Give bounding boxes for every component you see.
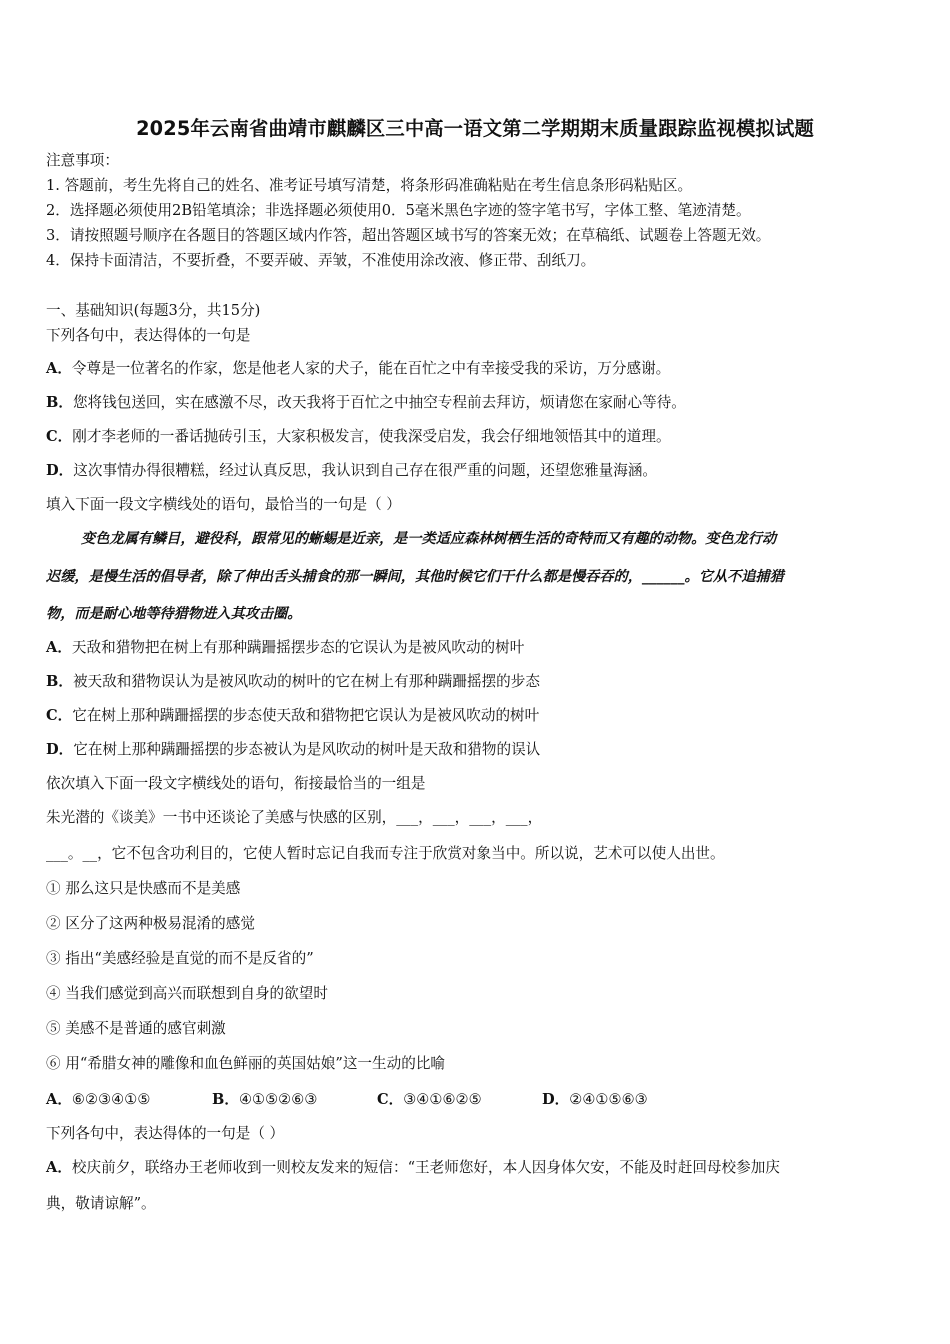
option-label: D． (46, 462, 74, 479)
passage-line: 变色龙属有鳞目，避役科，跟常见的蜥蜴是近亲，是一类适应森林树栖生活的奇特而又有趣的动物。变色龙行动 (81, 531, 777, 547)
option-c (46, 706, 539, 726)
option-b (46, 393, 686, 413)
section-heading: 一、基础知识(每题3分，共15分) (46, 302, 261, 319)
option-row (46, 1090, 648, 1110)
option-d (46, 461, 657, 481)
page-title: 2025年云南省曲靖市麒麟区三中高一语文第二学期期末质量跟踪监视模拟试题 (136, 117, 814, 140)
notice-item: 2．选择题必须使用2B铅笔填涂；非选择题必须使用0．5毫米黑色字迹的签字笔书写，字体工整、笔迹清楚。 (46, 202, 751, 219)
option-c (377, 1090, 542, 1110)
list-item: ③ 指出“美感经验是直觉的而不是反省的” (46, 950, 314, 967)
list-item: ① 那么这只是快感而不是美感 (46, 880, 241, 897)
option-text: 刚才李老师的一番话抛砖引玉，大家积极发言，使我深受启发，我会仔细地领悟其中的道理。 (72, 428, 671, 445)
option-label: C． (46, 707, 73, 724)
option-text: 您将钱包送回，实在感激不尽，改天我将于百忙之中抽空专程前去拜访，烦请您在家耐心等待。 (72, 394, 686, 411)
option-text: 令尊是一位著名的作家，您是他老人家的犬子，能在百忙之中有幸接受我的采访，万分感谢。 (71, 360, 671, 377)
option-text: ③④①⑥②⑤ (403, 1091, 482, 1108)
option-text: ②④①⑤⑥③ (569, 1091, 648, 1108)
question-stem: 填入下面一段文字横线处的语句，最恰当的一句是（ ） (46, 496, 401, 513)
option-label: C． (377, 1091, 404, 1108)
option-a (46, 1090, 212, 1110)
option-label: B． (212, 1091, 239, 1108)
notice-item: 1. 答题前，考生先将自己的姓名、准考证号填写清楚，将条形码准确粘贴在考生信息条形码粘贴区。 (46, 177, 693, 194)
option-label: D． (542, 1091, 570, 1108)
option-c (46, 427, 671, 447)
option-a (46, 638, 524, 658)
option-text: 天敌和猎物把在树上有那种蹒跚摇摆步态的它误认为是被风吹动的树叶 (71, 639, 525, 656)
list-item: ② 区分了这两种极易混淆的感觉 (46, 915, 255, 932)
option-label: B． (46, 673, 73, 690)
option-text: ④①⑤②⑥③ (238, 1091, 318, 1108)
passage-line: 迟缓，是慢生活的倡导者，除了伸出舌头捕食的那一瞬间，其他时候它们干什么都是慢吞吞的，______。它从不追捕猎 (46, 569, 784, 585)
question-stem: 下列各句中，表达得体的一句是 (46, 327, 251, 344)
option-b (212, 1090, 377, 1110)
option-label: C． (46, 428, 73, 445)
option-text: 它在树上那种蹒跚摇摆的步态使天敌和猎物把它误认为是被风吹动的树叶 (72, 707, 540, 724)
option-label: D． (46, 741, 74, 758)
notice-item: 4．保持卡面清洁，不要折叠，不要弄破、弄皱，不准使用涂改液、修正带、刮纸刀。 (46, 252, 596, 269)
option-text: 这次事情办得很糟糕，经过认真反思，我认识到自己存在很严重的问题，还望您雅量海涵。 (73, 462, 658, 479)
notice-heading: 注意事项： (46, 152, 119, 169)
question-stem: 依次填入下面一段文字横线处的语句，衔接最恰当的一组是 (46, 775, 426, 792)
passage-line: 朱光潜的《谈美》一书中还谈论了美感与快感的区别，___，___，___，___， (46, 809, 543, 826)
list-item: ④ 当我们感觉到高兴而联想到自身的欲望时 (46, 985, 328, 1002)
option-text: ⑥②③④①⑤ (71, 1091, 151, 1108)
option-d (542, 1090, 648, 1110)
option-text: 校庆前夕，联络办王老师收到一则校友发来的短信：“王老师您好，本人因身体欠安，不能及时赶回母校参加庆 (71, 1159, 780, 1176)
option-label: B． (46, 394, 73, 411)
option-label: A． (46, 639, 72, 656)
option-label: A． (46, 1159, 72, 1176)
passage-line: ___。__，它不包含功利目的，它使人暂时忘记自我而专注于欣赏对象当中。所以说，艺术可以使人出世。 (46, 845, 725, 862)
notice-item: 3．请按照题号顺序在各题目的答题区域内作答，超出答题区域书写的答案无效；在草稿纸、试题卷上答题无效。 (46, 227, 771, 244)
question-stem: 下列各句中，表达得体的一句是（ ） (46, 1125, 285, 1142)
option-text-continued: 典，敬请谅解”。 (46, 1195, 156, 1212)
option-text: 被天敌和猎物误认为是被风吹动的树叶的它在树上有那种蹒跚摇摆的步态 (72, 673, 540, 690)
option-a (46, 1158, 780, 1178)
passage-line: 物，而是耐心地等待猎物进入其攻击圈。 (46, 606, 302, 622)
option-label: A． (46, 1091, 72, 1108)
option-label: A． (46, 360, 72, 377)
option-text: 它在树上那种蹒跚摇摆的步态被认为是风吹动的树叶是天敌和猎物的误认 (73, 741, 541, 758)
option-b (46, 672, 540, 692)
list-item: ⑥ 用“希腊女神的雕像和血色鲜丽的英国姑娘”这一生动的比喻 (46, 1055, 446, 1072)
option-a (46, 359, 670, 379)
list-item: ⑤ 美感不是普通的感官刺激 (46, 1020, 226, 1037)
option-d (46, 740, 540, 760)
